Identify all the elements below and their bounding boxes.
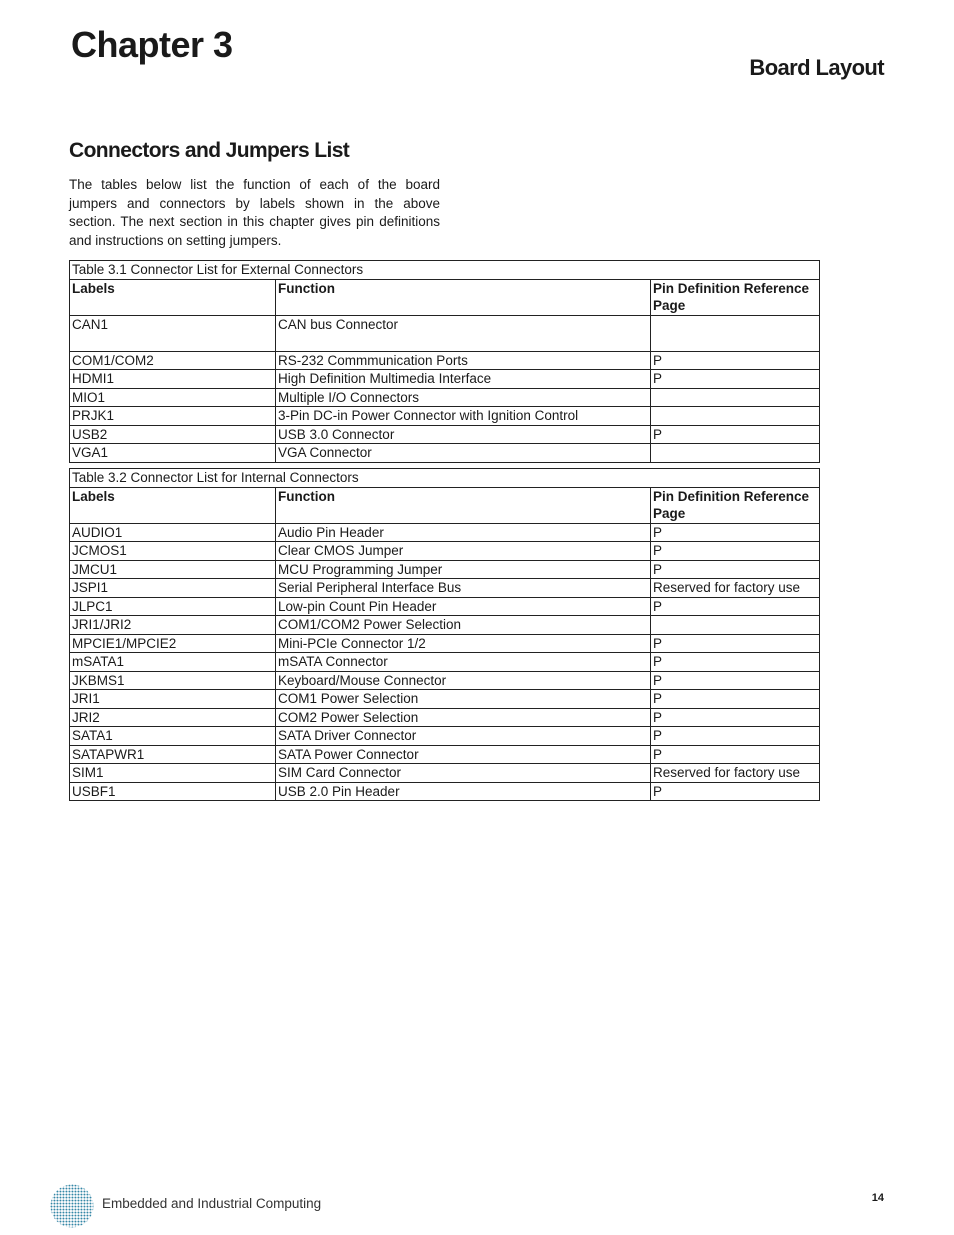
pin-reference-cell: [651, 315, 820, 351]
table-caption: Table 3.2 Connector List for Internal Connectors: [70, 469, 820, 488]
pin-reference-cell: [651, 388, 820, 407]
caption-row: [70, 469, 820, 488]
function-cell: MCU Programming Jumper: [276, 560, 651, 579]
table-caption: Table 3.1 Connector List for External Connectors: [70, 261, 820, 280]
table-row: [70, 690, 820, 709]
header-row: [70, 487, 820, 523]
subsection-title: Connectors and Jumpers List: [69, 139, 350, 162]
pin-reference-cell: P: [651, 708, 820, 727]
pin-reference-cell: P: [651, 745, 820, 764]
function-header: Function: [276, 487, 651, 523]
pin-reference-cell: P: [651, 370, 820, 389]
table-row: [70, 523, 820, 542]
pin-reference-cell: Reserved for factory use: [651, 579, 820, 598]
function-cell: COM1 Power Selection: [276, 690, 651, 709]
label-cell: JRI1/JRI2: [70, 616, 276, 635]
function-cell: COM2 Power Selection: [276, 708, 651, 727]
pin-reference-cell: P: [651, 653, 820, 672]
footer-text: Embedded and Industrial Computing: [102, 1196, 322, 1211]
function-cell: Audio Pin Header: [276, 523, 651, 542]
table-row: [70, 782, 820, 801]
chapter-title: Chapter 3: [71, 24, 233, 65]
table-row: [70, 727, 820, 746]
header-row: [70, 279, 820, 315]
table-row: [70, 444, 820, 463]
label-cell: AUDIO1: [70, 523, 276, 542]
table-row: [70, 616, 820, 635]
pin-reference-cell: P: [651, 523, 820, 542]
pin-definition-header: Pin Definition Reference Page: [651, 279, 820, 315]
pin-reference-cell: P: [651, 690, 820, 709]
table-row: [70, 653, 820, 672]
table-row: [70, 315, 820, 351]
pin-reference-cell: P: [651, 351, 820, 370]
internal-connectors-table: [69, 468, 820, 801]
pin-definition-header: Pin Definition Reference Page: [651, 487, 820, 523]
label-cell: SATAPWR1: [70, 745, 276, 764]
labels-header: Labels: [70, 279, 276, 315]
function-cell: 3-Pin DC-in Power Connector with Ignition Control: [276, 407, 651, 426]
table-row: [70, 388, 820, 407]
function-cell: VGA Connector: [276, 444, 651, 463]
pin-reference-cell: [651, 407, 820, 426]
external-connectors-table: [69, 260, 820, 463]
table-row: [70, 671, 820, 690]
pin-reference-cell: P: [651, 542, 820, 561]
label-cell: JKBMS1: [70, 671, 276, 690]
pin-reference-cell: [651, 444, 820, 463]
label-cell: JCMOS1: [70, 542, 276, 561]
table-row: [70, 351, 820, 370]
function-cell: Multiple I/O Connectors: [276, 388, 651, 407]
function-cell: Serial Peripheral Interface Bus: [276, 579, 651, 598]
label-cell: JRI2: [70, 708, 276, 727]
table-row: [70, 407, 820, 426]
function-cell: Clear CMOS Jumper: [276, 542, 651, 561]
label-cell: JRI1: [70, 690, 276, 709]
pin-reference-cell: P: [651, 425, 820, 444]
function-cell: CAN bus Connector: [276, 315, 651, 351]
label-cell: VGA1: [70, 444, 276, 463]
label-cell: CAN1: [70, 315, 276, 351]
function-cell: SATA Power Connector: [276, 745, 651, 764]
function-cell: SIM Card Connector: [276, 764, 651, 783]
label-cell: JSPI1: [70, 579, 276, 598]
function-cell: Keyboard/Mouse Connector: [276, 671, 651, 690]
table-row: [70, 634, 820, 653]
table-row: [70, 579, 820, 598]
pin-reference-cell: P: [651, 671, 820, 690]
table-row: [70, 370, 820, 389]
function-cell: Mini-PCIe Connector 1/2: [276, 634, 651, 653]
function-cell: RS-232 Commmunication Ports: [276, 351, 651, 370]
pin-reference-cell: P: [651, 597, 820, 616]
pin-reference-cell: P: [651, 634, 820, 653]
table-row: [70, 560, 820, 579]
pin-reference-cell: P: [651, 727, 820, 746]
label-cell: JMCU1: [70, 560, 276, 579]
intro-paragraph: The tables below list the function of each of the board jumpers and connectors by labels shown in the above section. The next section in this chapter gives pin definitions and instructions on setting jumpers.: [69, 177, 440, 249]
function-cell: Low-pin Count Pin Header: [276, 597, 651, 616]
pin-reference-cell: Reserved for factory use: [651, 764, 820, 783]
table-row: [70, 425, 820, 444]
label-cell: PRJK1: [70, 407, 276, 426]
label-cell: COM1/COM2: [70, 351, 276, 370]
label-cell: SATA1: [70, 727, 276, 746]
pin-reference-cell: P: [651, 782, 820, 801]
globe-logo-icon: [50, 1184, 94, 1228]
caption-row: [70, 261, 820, 280]
function-cell: USB 2.0 Pin Header: [276, 782, 651, 801]
function-cell: USB 3.0 Connector: [276, 425, 651, 444]
section-title: Board Layout: [749, 55, 884, 80]
table-row: [70, 597, 820, 616]
function-cell: SATA Driver Connector: [276, 727, 651, 746]
label-cell: USB2: [70, 425, 276, 444]
pin-reference-cell: P: [651, 560, 820, 579]
label-cell: MPCIE1/MPCIE2: [70, 634, 276, 653]
label-cell: SIM1: [70, 764, 276, 783]
page-number: 14: [871, 1192, 884, 1204]
label-cell: USBF1: [70, 782, 276, 801]
external-connectors-body: [70, 261, 820, 463]
function-cell: mSATA Connector: [276, 653, 651, 672]
function-cell: High Definition Multimedia Interface: [276, 370, 651, 389]
label-cell: JLPC1: [70, 597, 276, 616]
label-cell: MIO1: [70, 388, 276, 407]
table-row: [70, 745, 820, 764]
function-cell: COM1/COM2 Power Selection: [276, 616, 651, 635]
table-row: [70, 764, 820, 783]
table-row: [70, 708, 820, 727]
pin-reference-cell: [651, 616, 820, 635]
function-header: Function: [276, 279, 651, 315]
label-cell: HDMI1: [70, 370, 276, 389]
label-cell: mSATA1: [70, 653, 276, 672]
labels-header: Labels: [70, 487, 276, 523]
table-row: [70, 542, 820, 561]
internal-connectors-body: [70, 469, 820, 801]
